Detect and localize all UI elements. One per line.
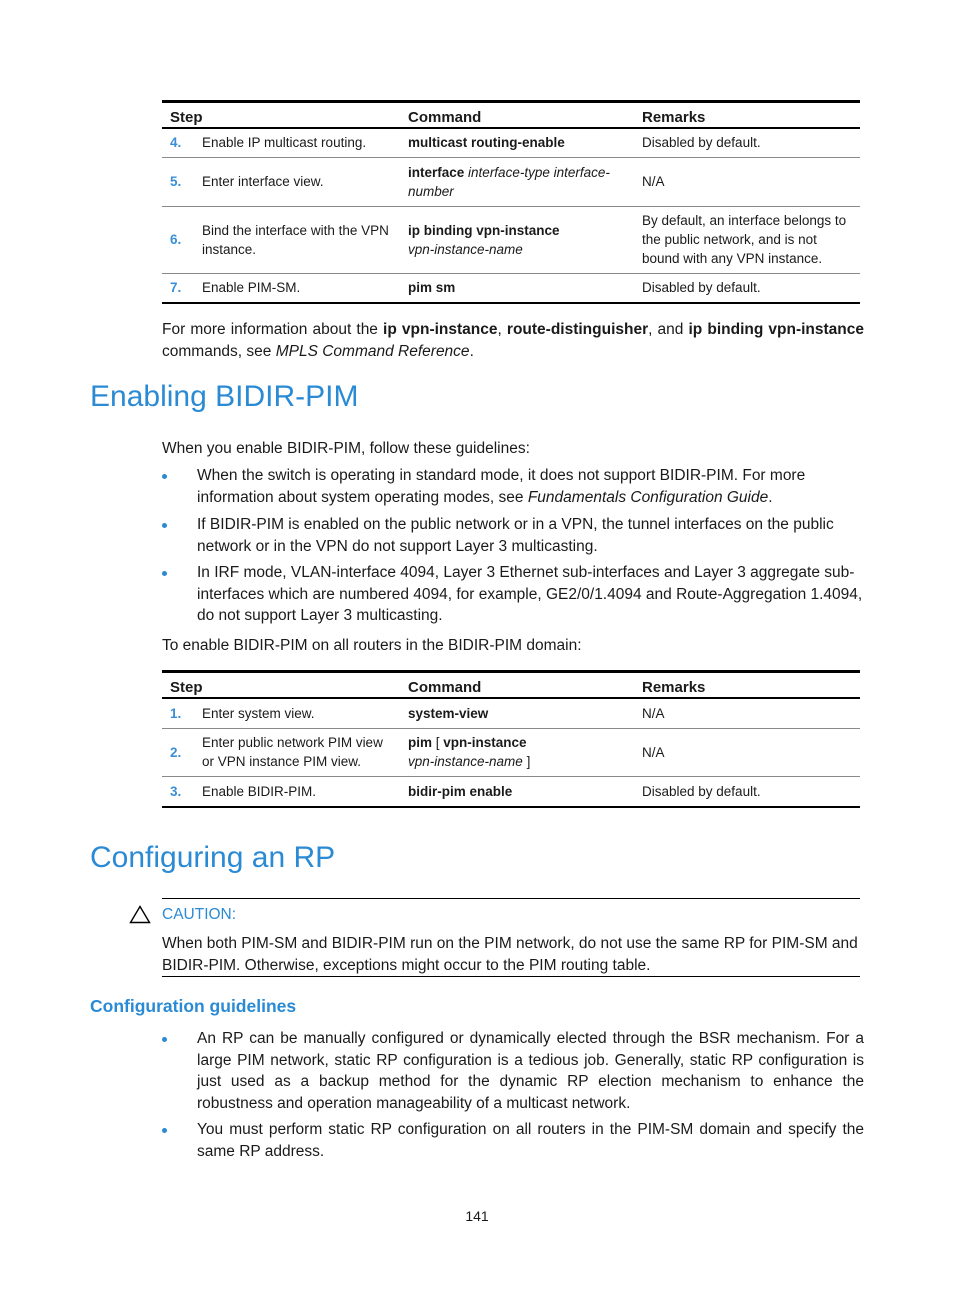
table-row: [162, 128, 860, 157]
header-remarks: Remarks: [634, 102, 860, 129]
table-row: [162, 776, 860, 807]
caution-label: CAUTION:: [162, 906, 237, 923]
bullet-icon: [162, 1037, 167, 1042]
step-description: Enable IP multicast routing.: [194, 128, 400, 157]
step-description: Enter interface view.: [194, 157, 400, 206]
step-command: [400, 776, 634, 807]
list-item: In IRF mode, VLAN-interface 4094, Layer 3 Ethernet sub-interfaces and Layer 3 aggregate sub-interfaces which are numbered 4094, for example, GE2/0/1.4094 and Route-Aggregation 1.4094, do not support Layer 3 multicasting.: [162, 562, 864, 627]
steps-table-1: [162, 100, 860, 304]
step-description: Enable BIDIR-PIM.: [194, 776, 400, 807]
table-row: [162, 206, 860, 273]
command-argument: vpn-instance-name: [408, 241, 523, 257]
step-number: 7.: [162, 273, 194, 303]
table-row: [162, 728, 860, 776]
table-row: [162, 698, 860, 728]
page-number: 141: [465, 1208, 489, 1224]
reference-link: Fundamentals Configuration Guide: [527, 488, 769, 506]
step-remarks: Disabled by default.: [634, 776, 860, 807]
step-remarks: N/A: [634, 728, 860, 776]
lead-text: To enable BIDIR-PIM on all routers in the BIDIR-PIM domain:: [162, 637, 582, 654]
keyword-ip-vpn-instance: ip vpn-instance: [383, 321, 498, 338]
step-number: 6.: [162, 206, 194, 273]
step-number: 3.: [162, 776, 194, 807]
subsection-title: Configuration guidelines: [90, 996, 297, 1016]
keyword-route-distinguisher: route-distinguisher: [506, 321, 649, 338]
header-command: Command: [400, 102, 634, 129]
step-remarks: Disabled by default.: [634, 273, 860, 303]
bullet-icon: [162, 523, 167, 528]
reference-link: MPLS Command Reference: [275, 342, 470, 360]
step-description: Enter public network PIM view or VPN instance PIM view.: [194, 728, 400, 776]
step-description: Enter system view.: [194, 698, 400, 728]
section-title-configuring-rp: Configuring an RP: [90, 841, 336, 874]
header-step: Step: [162, 102, 400, 129]
intro-text: When you enable BIDIR-PIM, follow these guidelines:: [162, 440, 530, 457]
command-argument: interface-type interface-number: [408, 164, 610, 199]
header-command: Command: [400, 672, 634, 699]
step-remarks: N/A: [634, 157, 860, 206]
step-command: [400, 698, 634, 728]
bullet-icon: [162, 1128, 167, 1133]
keyword-ip-binding: ip binding vpn-instance: [688, 321, 865, 338]
command-keyword: pim sm: [408, 280, 456, 296]
command-keyword: pim: [408, 735, 433, 750]
command-argument: vpn-instance-name: [408, 754, 523, 769]
caution-text: When both PIM-SM and BIDIR-PIM run on the PIM network, do not use the same RP for PIM-SM and BIDIR-PIM. Otherwise, exceptions might occur to the PIM routing table.: [162, 935, 858, 974]
section-title-bidir-pim: Enabling BIDIR-PIM: [90, 380, 359, 413]
step-number: 2.: [162, 728, 194, 776]
header-step: Step: [162, 672, 400, 699]
command-keyword: ip binding vpn-instance: [408, 222, 560, 238]
table-row: [162, 157, 860, 206]
command-keyword: interface: [408, 164, 465, 180]
step-description: Enable PIM-SM.: [194, 273, 400, 303]
step-description: Bind the interface with the VPN instance.: [194, 206, 400, 273]
step-command: pim [ vpn-instance vpn-instance-name ]: [400, 728, 634, 776]
step-remarks: Disabled by default.: [634, 128, 860, 157]
bullet-icon: [162, 571, 167, 576]
step-number: 4.: [162, 128, 194, 157]
list-item: You must perform static RP configuration on all routers in the PIM-SM domain and specify the same RP address.: [162, 1119, 864, 1162]
list-item: If BIDIR-PIM is enabled on the public network or in a VPN, the tunnel interfaces on the public network or in the VPN do not support Layer 3 multicasting.: [162, 514, 864, 557]
warning-triangle-icon: [129, 905, 151, 924]
list-item: When the switch is operating in standard mode, it does not support BIDIR-PIM. For more information about system operating modes, see Fundamentals Configuration Guide.: [162, 465, 864, 508]
command-keyword: system-view: [408, 705, 489, 721]
step-command: [400, 273, 634, 303]
step-command: [400, 206, 634, 273]
step-number: 5.: [162, 157, 194, 206]
steps-table-2: [162, 670, 860, 808]
step-remarks: By default, an interface belongs to the public network, and is not bound with any VPN instance.: [634, 206, 860, 273]
step-command: [400, 157, 634, 206]
step-command: [400, 128, 634, 157]
step-remarks: N/A: [634, 698, 860, 728]
reference-note: For more information about the ip vpn-instance, route-distinguisher, and ip binding vpn-instance commands, see MPLS Command Reference.: [162, 321, 865, 360]
table-row: [162, 273, 860, 303]
bullet-icon: [162, 474, 167, 479]
command-keyword: multicast routing-enable: [408, 135, 565, 151]
header-remarks: Remarks: [634, 672, 860, 699]
command-keyword: vpn-instance: [443, 735, 527, 750]
step-number: 1.: [162, 698, 194, 728]
command-keyword: bidir-pim enable: [408, 783, 513, 799]
list-item: An RP can be manually configured or dynamically elected through the BSR mechanism. For a large PIM network, static RP configuration is a tedious job. Generally, static RP configuration is just used as a backup method for the dynamic RP election mechanism to enhance the robustness and operation manageability of a multicast network.: [162, 1028, 864, 1114]
